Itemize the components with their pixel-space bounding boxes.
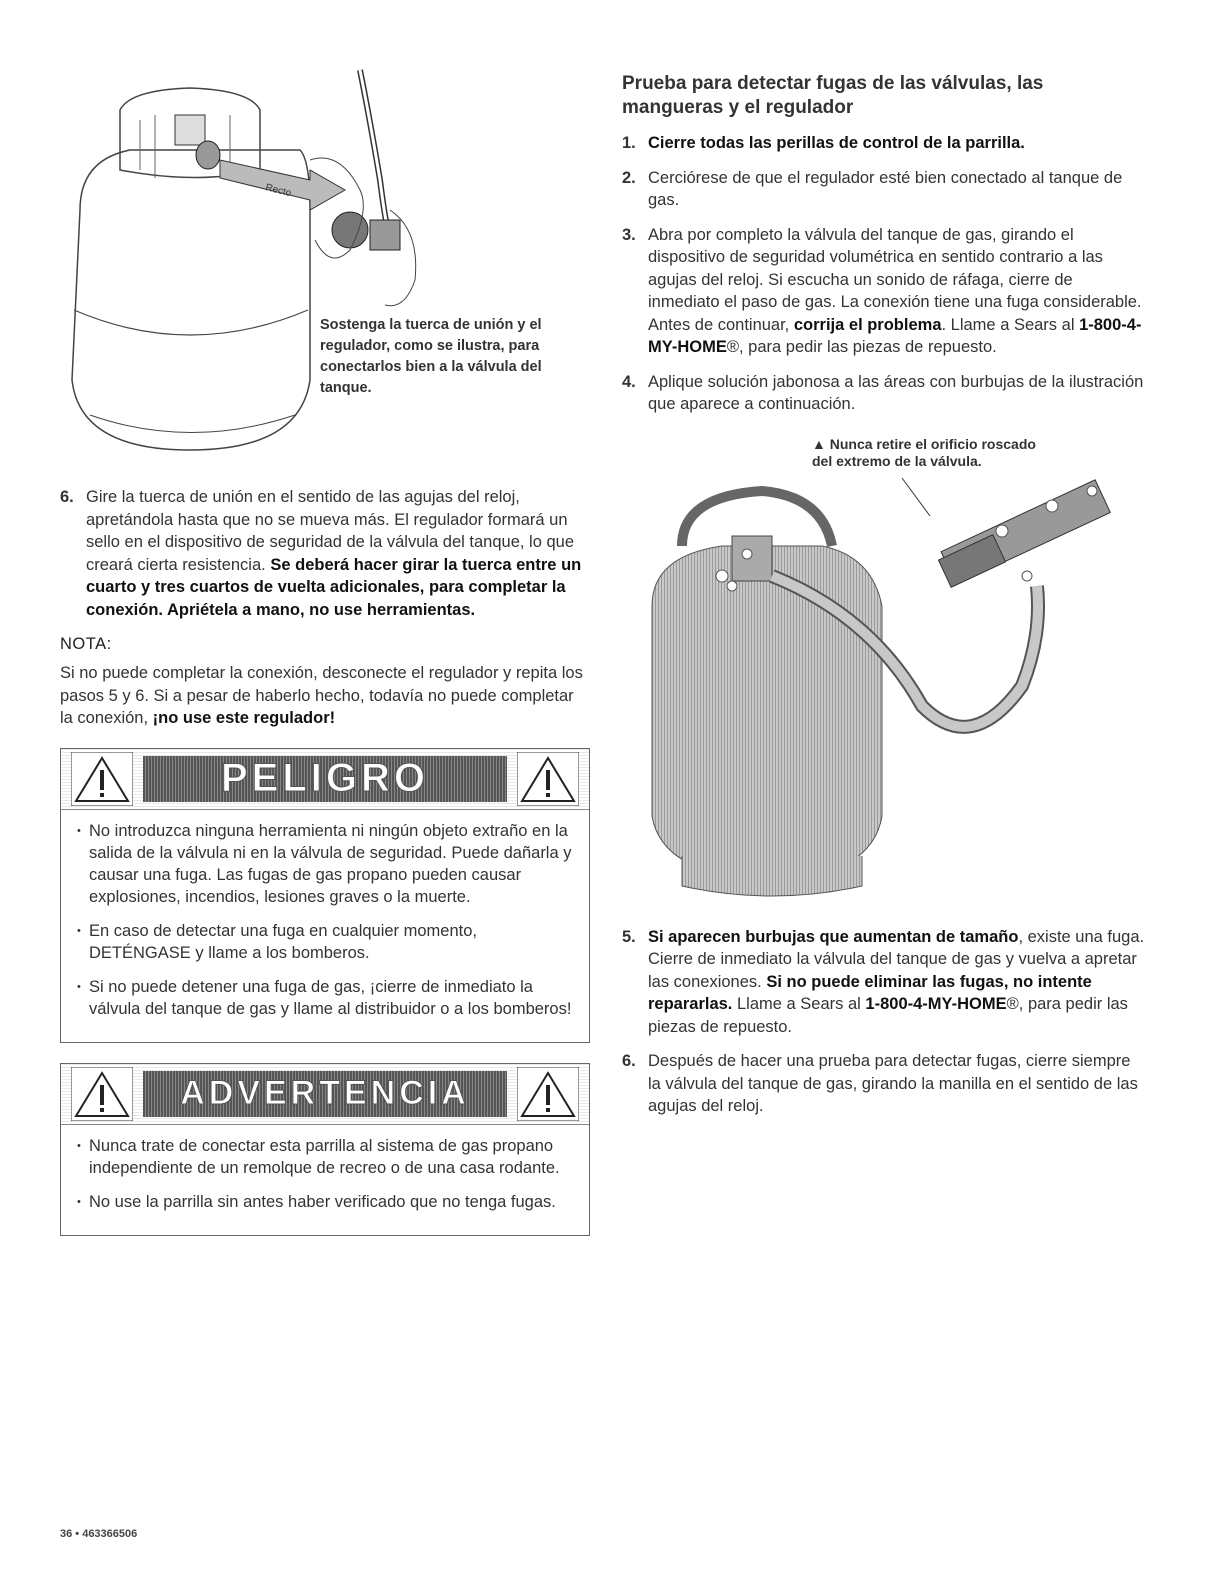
list-item: • En caso de detectar una fuga en cualquier momento, DETÉNGASE y llame a los bomberos. — [77, 920, 573, 964]
tank-connection-figure — [60, 60, 590, 480]
list-item: • No use la parrilla sin antes haber verificado que no tenga fugas. — [77, 1191, 573, 1213]
peligro-list — [61, 810, 589, 1042]
tank-regulator-illustration — [60, 60, 590, 480]
figure1-caption: Sostenga la tuerca de unión y el regulador, como se ilustra, para conectarlos bien a la válvula del tanque. — [320, 317, 542, 396]
step3-bold: corrija el problema — [793, 315, 942, 334]
left-column — [60, 60, 590, 1256]
peligro-box — [60, 748, 590, 1043]
arrow-label: Recto — [264, 182, 293, 200]
step-number: 1. — [622, 134, 636, 152]
step5-bold: Si aparecen burbujas que aumentan de tamaño — [648, 927, 1019, 946]
phone-number: 1-800-4-MY-HOME — [865, 995, 1007, 1013]
step-number: 4. — [622, 372, 636, 391]
step3-text: ®, para pedir las piezas de repuesto. — [726, 338, 997, 356]
step5-text: ®, para pedir las piezas de repuesto. — [648, 995, 1128, 1036]
leak-test-figure — [622, 436, 1146, 906]
step6-text: Después de hacer una prueba para detectar fugas, cierre siempre la válvula del tanque de gas, girando la manilla en el sentido de las agujas del reloj. — [648, 1052, 1138, 1115]
peligro-header — [61, 749, 589, 810]
nota-body: Si no puede completar la conexión, desconecte el regulador y repita los pasos 5 y 6. Si a pesar de haberlo hecho, todavía no puede completar la conexión, — [60, 664, 583, 727]
right-step-1 — [622, 132, 1146, 155]
step-number: 6. — [622, 1052, 636, 1070]
step2-text: Cerciórese de que el regulador esté bien conectado al tanque de gas. — [648, 168, 1123, 209]
step-number: 3. — [622, 225, 636, 244]
section-title: Prueba para detectar fugas de las válvulas, las mangueras y el regulador — [622, 73, 1044, 118]
page-footer: 36 • 463366506 — [60, 1528, 138, 1540]
phone-number: 1-800-4-MY-HOME — [648, 315, 1142, 356]
warning-triangle-icon — [71, 1067, 133, 1121]
step6-bold: Se deberá hacer girar la tuerca entre un cuarto y tres cuartos de vuelta adicionales, para completar la conexión. Apriétela a mano, no use herramientas. — [86, 555, 582, 619]
step-number: 6. — [60, 488, 74, 506]
step-number: 2. — [622, 168, 636, 187]
nota-text — [60, 662, 590, 730]
right-step-3 — [622, 224, 1146, 359]
nota-title: NOTA: — [60, 635, 112, 653]
step3-text: . Llame a Sears al — [941, 315, 1075, 334]
step3-text: Abra por completo la válvula del tanque de gas, girando el dispositivo de seguridad volumétrica en sentido contrario a las agujas del reloj. Si escucha un sonido de ráfaga, cierre de inmediato el paso de gas. La conexión tiene una fuga considerable. Antes de continuar, — [648, 225, 1142, 334]
step6-text: Gire la tuerca de unión en el sentido de las agujas del reloj, apretándola hasta que no se mueva más. El regulador formará un sello en el dispositivo de seguridad de la válvula del tanque, lo que creará cierta resistencia. — [86, 488, 574, 574]
advertencia-list — [61, 1125, 589, 1235]
step5-text: , existe una fuga. Cierre de inmediato la válvula del tanque de gas y vuelva a apretar las conexiones. — [648, 927, 1145, 991]
peligro-title: PELIGRO — [143, 756, 507, 802]
propane-tank-illustration — [622, 436, 1146, 906]
step-number: 5. — [622, 927, 636, 946]
warning-triangle-icon — [71, 752, 133, 806]
nota-bold: ¡no use este regulador! — [152, 709, 336, 727]
advertencia-box — [60, 1063, 590, 1236]
right-step-6 — [622, 1050, 1146, 1118]
step4-text: Aplique solución jabonosa a las áreas con burbujas de la ilustración que aparece a continuación. — [648, 372, 1144, 413]
advertencia-header — [61, 1064, 589, 1125]
warning-triangle-icon — [517, 752, 579, 806]
figure2-caption: ▲ Nunca retire el orificio roscado del extremo de la válvula. — [812, 435, 1036, 469]
step5-text: Llame a Sears al — [737, 995, 861, 1013]
right-column — [622, 72, 1146, 1130]
list-item: • Nunca trate de conectar esta parrilla al sistema de gas propano independiente de un remolque de recreo o de una casa rodante. — [77, 1135, 573, 1179]
list-item: • No introduzca ninguna herramienta ni ningún objeto extraño en la salida de la válvula ni en la válvula de seguridad. Puede dañarla y causar una fuga. Las fugas de gas propano pueden causar explosiones, incendios, lesiones graves o la muerte. — [77, 820, 573, 908]
step1-bold: Cierre todas las perillas de control de la parrilla. — [648, 134, 1025, 152]
warning-triangle-icon — [517, 1067, 579, 1121]
step5-bold: Si no puede eliminar las fugas, no intente repararlas. — [648, 972, 1092, 1013]
right-step-2 — [622, 167, 1146, 212]
right-step-5 — [622, 926, 1146, 1039]
list-item: • Si no puede detener una fuga de gas, ¡cierre de inmediato la válvula del tanque de gas y llame al distribuidor o a los bomberos! — [77, 976, 573, 1020]
left-step-6 — [60, 486, 590, 621]
advertencia-title: ADVERTENCIA — [143, 1071, 507, 1117]
right-step-4 — [622, 371, 1146, 416]
